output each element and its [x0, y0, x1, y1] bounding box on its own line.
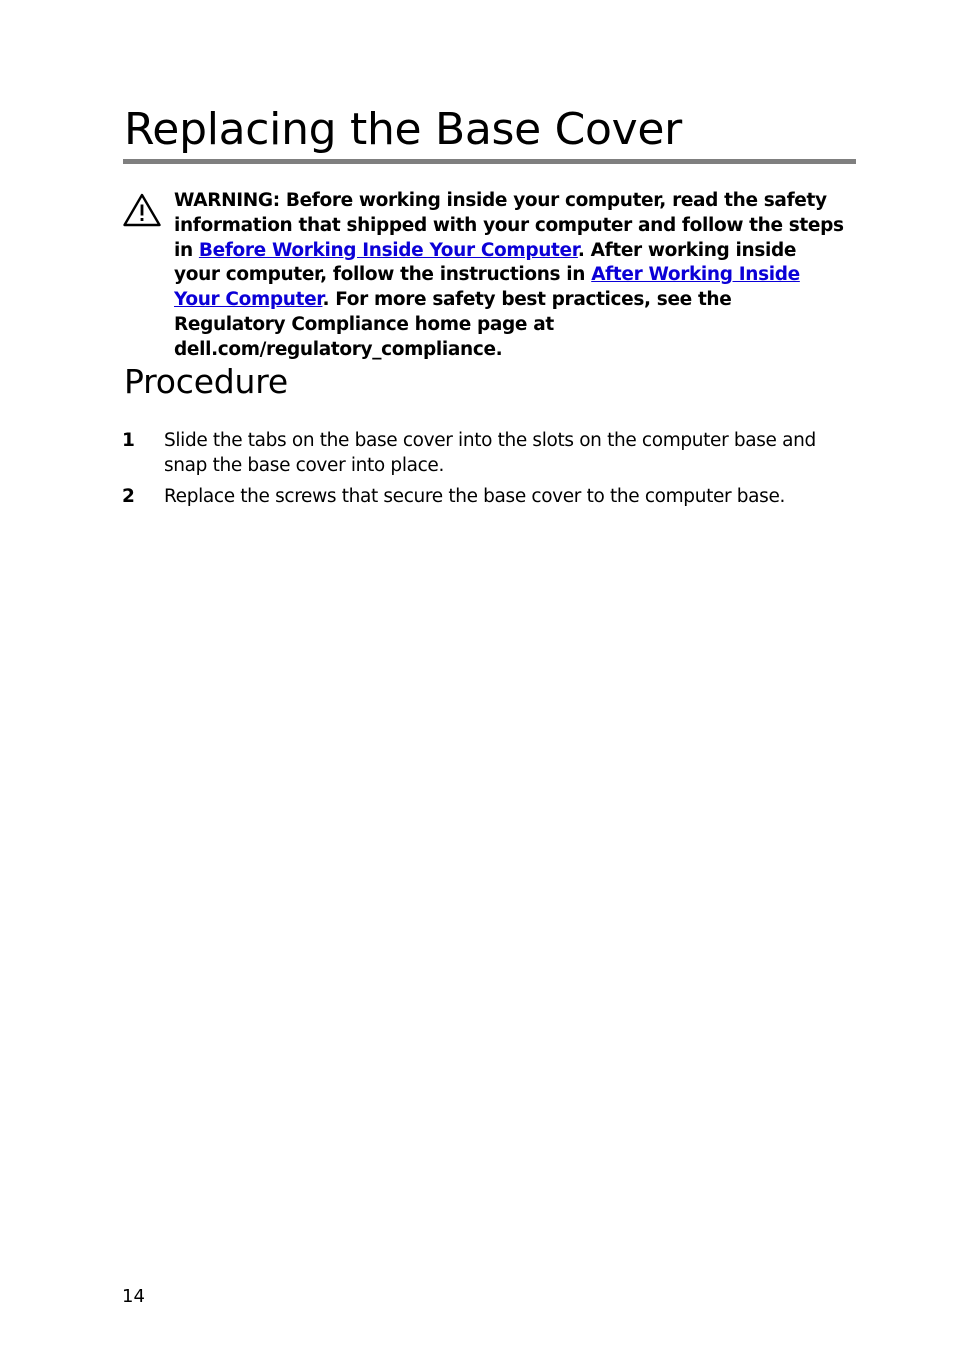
after-working-inside-link[interactable]: After Working Inside Your Computer [174, 264, 800, 311]
title-rule [123, 159, 856, 164]
procedure-step [122, 428, 852, 478]
procedure-step [122, 484, 852, 509]
warning-text-part-1: WARNING: Before working inside your computer, read the safety information that shipped with your computer and follow the steps in [174, 190, 844, 261]
page-number: 14 [122, 1286, 145, 1307]
page-title: Replacing the Base Cover [124, 104, 682, 155]
procedure-heading: Procedure [124, 362, 289, 401]
step-text: Slide the tabs on the base cover into the slots on the computer base and snap the base cover into place. [164, 430, 816, 476]
step-text: Replace the screws that secure the base cover to the computer base. [164, 486, 786, 507]
procedure-steps [122, 428, 852, 515]
warning-triangle-icon [122, 192, 162, 228]
warning-text-part-3: . For more safety best practices, see the Regulatory Compliance home page at dell.com/regulatory_compliance. [174, 289, 732, 360]
warning-message [174, 189, 846, 363]
before-working-inside-link[interactable]: Before Working Inside Your Computer [198, 239, 578, 261]
step-number: 1 [122, 430, 135, 451]
step-number: 2 [122, 486, 135, 507]
warning-text-part-2: . After working inside your computer, follow the instructions in [174, 239, 797, 286]
